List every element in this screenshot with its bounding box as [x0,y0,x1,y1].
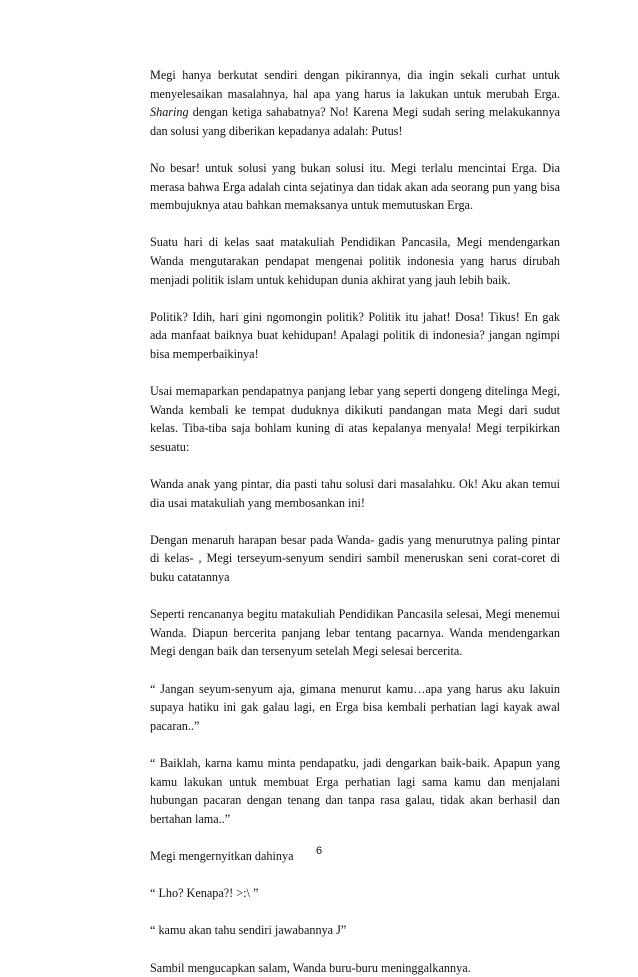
paragraph-14: Sambil mengucapkan salam, Wanda buru-buru meninggalkannya. [150,959,560,977]
paragraph-9: “ Jangan seyum-senyum aja, gimana menurut kamu…apa yang harus aku lakuin supaya hatiku ini gak galau lagi, en Erga bisa kembali perhatian lagi kayak awal pacaran..” [150,680,560,736]
paragraph-10: “ Baiklah, karna kamu minta pendapatku, jadi dengarkan baik-baik. Apapun yang kamu lakukan untuk membuat Erga perhatian lagi sama kamu dan menjalani hubungan pacaran dengan tenang dan tanpa rasa galau, tidak akan berhasil dan bertahan lama..” [150,754,560,828]
paragraph-13: “ kamu akan tahu sendiri jawabannya J” [150,921,560,940]
sharing-italic: Sharing [150,105,189,119]
paragraph-2: No besar! untuk solusi yang bukan solusi itu. Megi terlalu mencintai Erga. Dia merasa bahwa Erga adalah cinta sejatinya dan tidak akan ada seorang pun yang bisa membujuknya atau bahkan memaksanya untuk memutuskan Erga. [150,159,560,215]
paragraph-1-after: dengan ketiga sahabatnya? No! Karena Megi sudah sering melakukannya dan solusi yang diberikan kepadanya adalah: Putus! [150,105,560,138]
paragraph-11: Megi mengernyitkan dahinya [150,847,560,866]
paragraph-1 [150,66,560,140]
body-text [150,66,560,977]
paragraph-7: Dengan menaruh harapan besar pada Wanda- gadis yang menurutnya paling pintar di kelas- , Megi terseyum-senyum sendiri sambil meneruskan seni corat-coret di buku catatannya [150,531,560,587]
paragraph-3: Suatu hari di kelas saat matakuliah Pendidikan Pancasila, Megi mendengarkan Wanda mengutarakan pendapat mengenai politik indonesia yang harus dirubah menjadi politik islam untuk kehidupan dunia akhirat yang jauh lebih baik. [150,233,560,289]
paragraph-5: Usai memaparkan pendapatnya panjang lebar yang seperti dongeng ditelinga Megi, Wanda kembali ke tempat duduknya dikikuti pandangan mata Megi dari sudut kelas. Tiba-tiba saja bohlam kuning di atas kepalanya menyala! Megi terpikirkan sesuatu: [150,382,560,456]
paragraph-1-before: Megi hanya berkutat sendiri dengan pikirannya, dia ingin sekali curhat untuk menyelesaikan masalahnya, hal apa yang harus ia lakukan untuk merubah Erga. [150,68,560,101]
paragraph-12: “ Lho? Kenapa?! >:\ ” [150,884,560,903]
paragraph-6: Wanda anak yang pintar, dia pasti tahu solusi dari masalahku. Ok! Aku akan temui dia usai matakuliah yang membosankan ini! [150,475,560,512]
paragraph-4: Politik? Idih, hari gini ngomongin politik? Politik itu jahat! Dosa! Tikus! En gak ada manfaat baiknya buat kehidupan! Apalagi politik di indonesia? jangan ngimpi bisa memperbaikinya! [150,308,560,364]
page-number: 6 [0,845,638,857]
paragraph-8: Seperti rencananya begitu matakuliah Pendidikan Pancasila selesai, Megi menemui Wanda. Diapun bercerita panjang lebar tentang pacarnya. Wanda mendengarkan Megi dengan baik dan tersenyum setelah Megi selesai bercerita. [150,605,560,661]
